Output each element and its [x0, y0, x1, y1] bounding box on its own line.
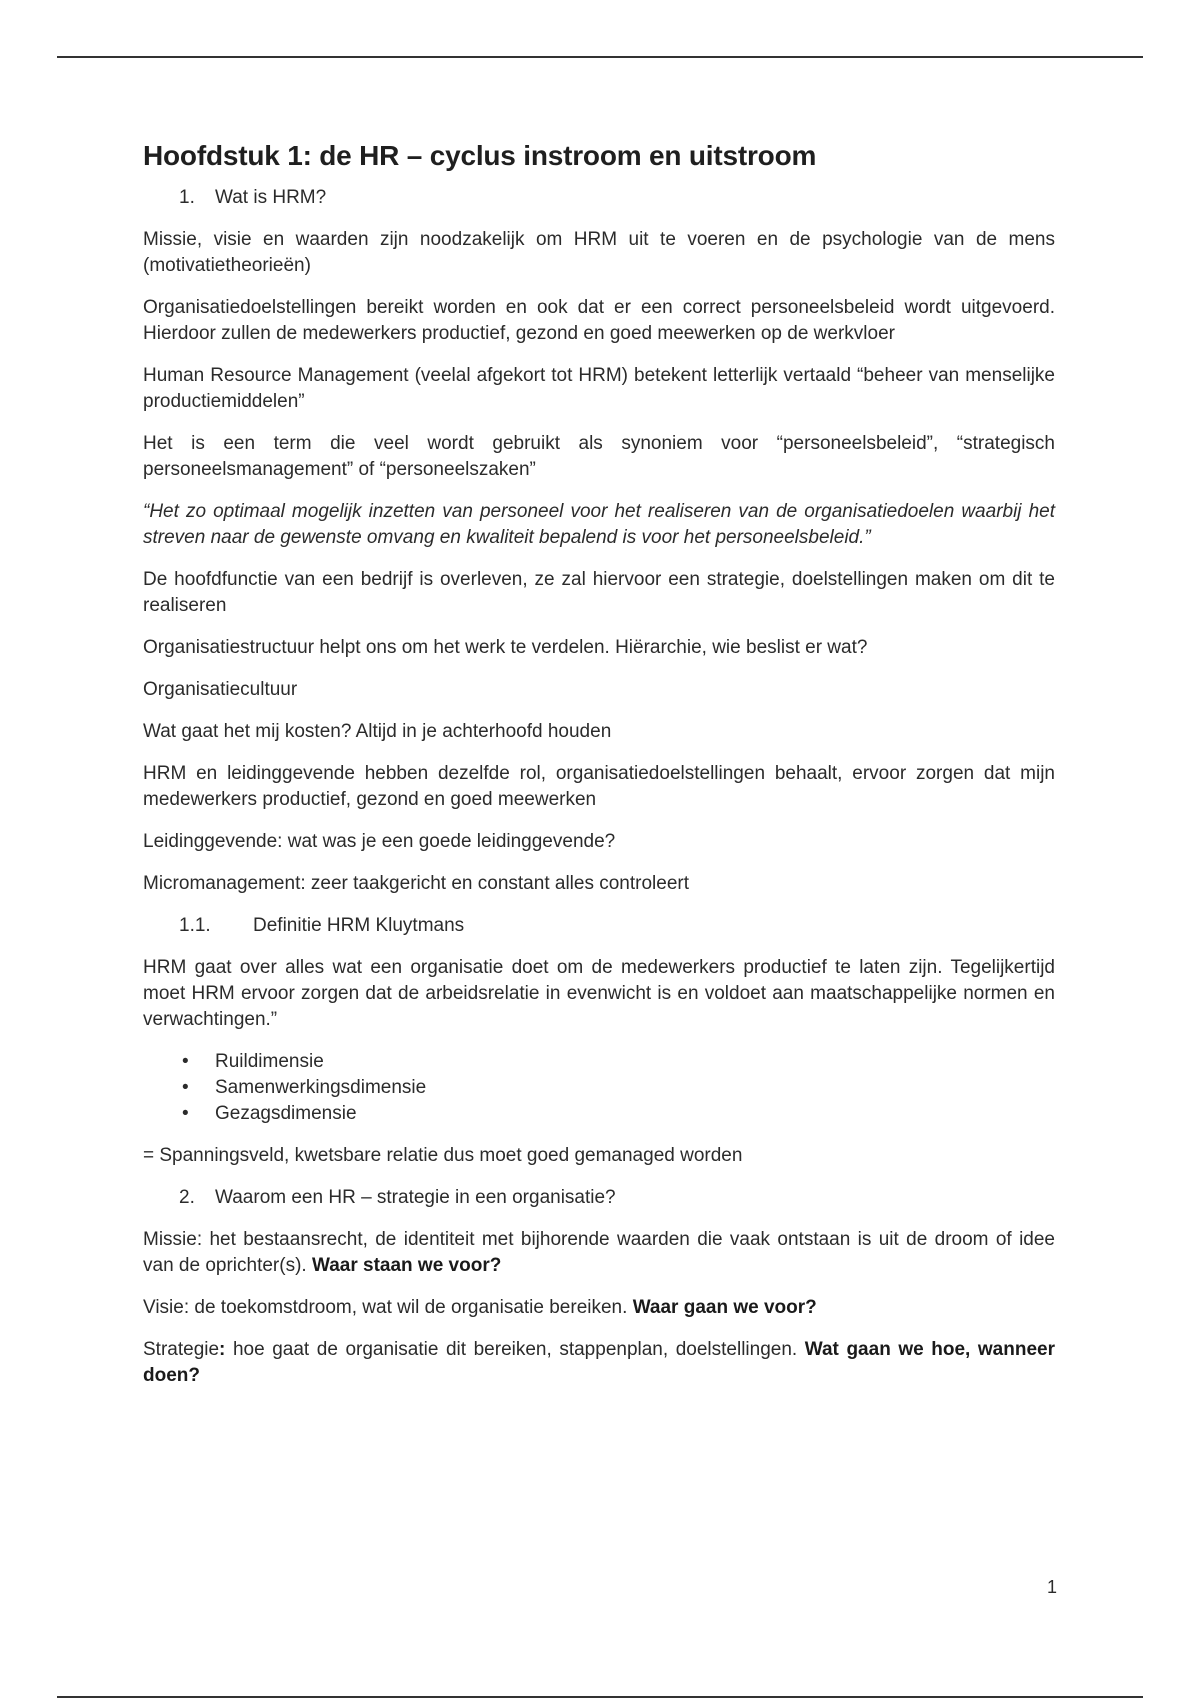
paragraph: Human Resource Management (veelal afgekort tot HRM) betekent letterlijk vertaald “beheer van menselijke productiemiddelen” [143, 365, 1055, 412]
document-body [143, 140, 1055, 1405]
list-item: • Gezagsdimensie [143, 1101, 1055, 1127]
definition-quote: “Het zo optimaal mogelijk inzetten van personeel voor het realiseren van de organisatiedoelen waarbij het streven naar de gewenste omvang en kwaliteit bepalend is voor het personeelsbeleid.” [143, 501, 1055, 548]
section-title: Waarom een HR – strategie in een organisatie? [215, 1187, 616, 1208]
paragraph: Micromanagement: zeer taakgericht en constant alles controleert [143, 873, 689, 894]
bullet-icon: • [182, 1077, 189, 1098]
page-number: 1 [1046, 1577, 1057, 1597]
paragraph: = Spanningsveld, kwetsbare relatie dus moet goed gemanaged worden [143, 1145, 743, 1166]
chapter-title: Hoofdstuk 1: de HR – cyclus instroom en uitstroom [143, 140, 817, 171]
list-item: • Ruildimensie [143, 1049, 1055, 1075]
header-rule [57, 56, 1143, 58]
paragraph: Wat gaat het mij kosten? Altijd in je achterhoofd houden [143, 721, 612, 742]
section-number: 1.1. [179, 915, 211, 936]
section-heading-1 [143, 185, 1055, 211]
missie-paragraph: Missie: het bestaansrecht, de identiteit met bijhorende waarden die vaak ontstaan is uit de droom of idee van de oprichter(s). Waar staan we voor? [143, 1229, 1055, 1276]
paragraph: Het is een term die veel wordt gebruikt als synoniem voor “personeelsbeleid”, “strategisch personeelsmanagement” of “personeelszaken” [143, 433, 1055, 480]
bullet-icon: • [182, 1051, 189, 1072]
section-title: Wat is HRM? [215, 187, 327, 208]
section-number: 2. [179, 1187, 195, 1208]
bullet-icon: • [182, 1103, 189, 1124]
section-heading-1-1 [143, 913, 1055, 939]
dimension-list [143, 1049, 1055, 1127]
section-number: 1. [179, 187, 195, 208]
paragraph: Organisatiestructuur helpt ons om het werk te verdelen. Hiërarchie, wie beslist er wat? [143, 637, 868, 658]
list-item: • Samenwerkingsdimensie [143, 1075, 1055, 1101]
paragraph: Organisatiedoelstellingen bereikt worden en ook dat er een correct personeelsbeleid wordt uitgevoerd. Hierdoor zullen de medewerkers productief, gezond en goed meewerken op de werkvloer [143, 297, 1055, 344]
footer-rule [57, 1696, 1143, 1698]
paragraph: Leidinggevende: wat was je een goede leidinggevende? [143, 831, 616, 852]
strategie-paragraph: Strategie: hoe gaat de organisatie dit bereiken, stappenplan, doelstellingen. Wat gaan we hoe, wanneer doen? [143, 1339, 1055, 1386]
section-title: Definitie HRM Kluytmans [253, 915, 465, 936]
paragraph: HRM en leidinggevende hebben dezelfde rol, organisatiedoelstellingen behaalt, ervoor zorgen dat mijn medewerkers productief, gezond en goed meewerken [143, 763, 1055, 810]
visie-paragraph: Visie: de toekomstdroom, wat wil de organisatie bereiken. Waar gaan we voor? [143, 1297, 817, 1318]
paragraph: De hoofdfunctie van een bedrijf is overleven, ze zal hiervoor een strategie, doelstellingen maken om dit te realiseren [143, 569, 1055, 616]
section-heading-2 [143, 1185, 1055, 1211]
paragraph: Missie, visie en waarden zijn noodzakelijk om HRM uit te voeren en de psychologie van de mens (motivatietheorieën) [143, 229, 1055, 276]
paragraph: Organisatiecultuur [143, 679, 298, 700]
paragraph: HRM gaat over alles wat een organisatie doet om de medewerkers productief te laten zijn. Tegelijkertijd moet HRM ervoor zorgen dat de arbeidsrelatie in evenwicht is en voldoet aan maatschappelijke normen en verwachtingen.” [143, 957, 1055, 1030]
